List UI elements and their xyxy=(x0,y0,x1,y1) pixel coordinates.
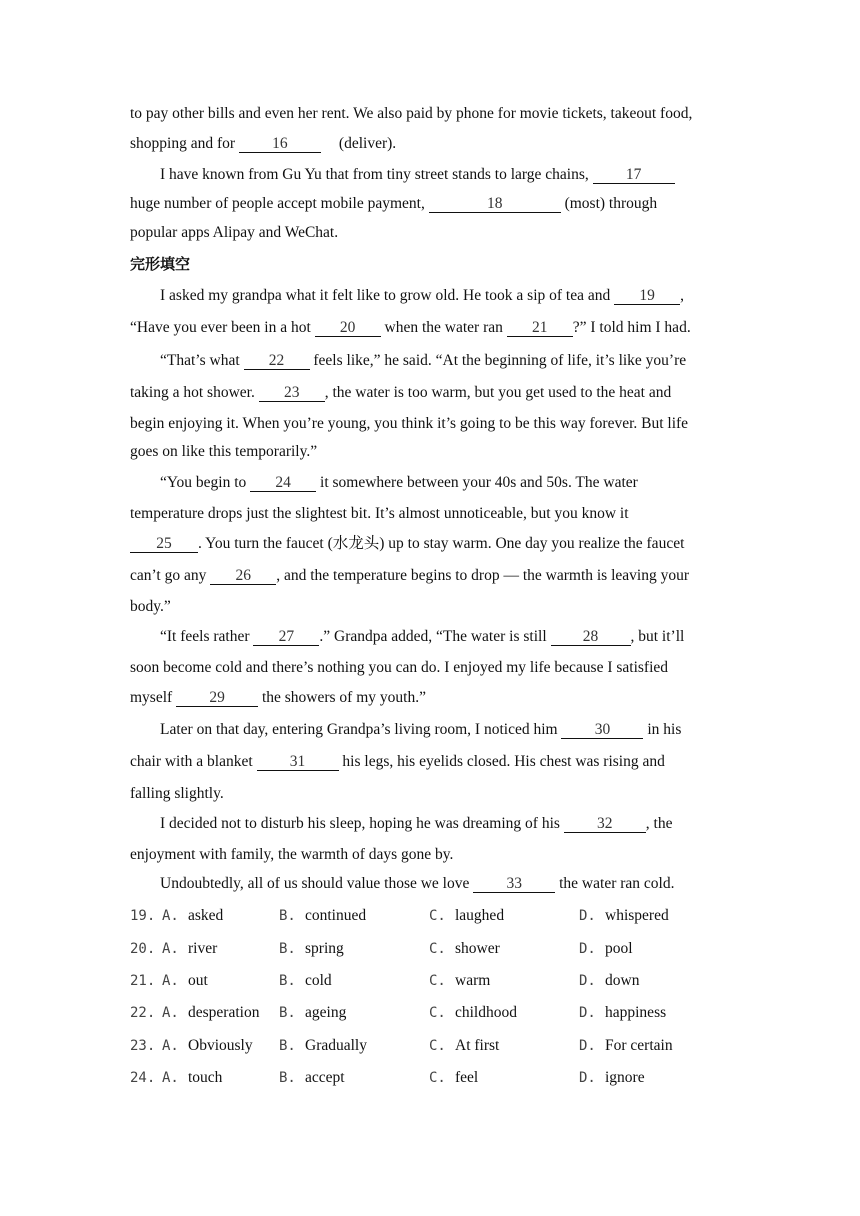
question-number: 22. xyxy=(130,1005,156,1021)
question-number: 23. xyxy=(130,1038,156,1054)
option-d[interactable]: pool xyxy=(605,940,633,957)
text-line xyxy=(130,504,629,524)
blank-17[interactable]: 17 xyxy=(593,166,675,184)
option-letter-c: C. xyxy=(429,941,446,957)
text: , xyxy=(680,287,684,304)
text: enjoyment with family, the warmth of days gone by. xyxy=(130,846,454,863)
option-c[interactable]: feel xyxy=(455,1069,479,1086)
text: . You turn the faucet (水龙头) up to stay warm. One day you realize the faucet xyxy=(198,535,685,552)
text-line xyxy=(130,566,689,586)
option-letter-a: A. xyxy=(162,1038,179,1054)
option-letter-c: C. xyxy=(429,1070,446,1086)
text: “You begin to xyxy=(160,474,251,491)
option-d[interactable]: whispered xyxy=(605,907,669,924)
text-line xyxy=(130,223,338,243)
option-c[interactable]: laughed xyxy=(455,907,505,924)
text-line xyxy=(130,383,671,403)
option-a[interactable]: touch xyxy=(188,1069,223,1086)
option-letter-b: B. xyxy=(279,1070,296,1086)
text-line xyxy=(130,658,668,678)
question-row xyxy=(130,971,730,991)
text-line xyxy=(130,845,453,865)
question-row xyxy=(130,1068,730,1088)
text: (most) through xyxy=(560,195,658,212)
option-letter-b: B. xyxy=(279,1038,296,1054)
text: Later on that day, entering Grandpa’s living room, I noticed him xyxy=(160,721,562,738)
text: Undoubtedly, all of us should value those we love xyxy=(160,875,474,892)
text-line xyxy=(130,134,396,154)
blank-32[interactable]: 32 xyxy=(564,815,646,833)
blank-29[interactable]: 29 xyxy=(176,689,258,707)
text: in his xyxy=(643,721,682,738)
option-letter-b: B. xyxy=(279,973,296,989)
option-a[interactable]: river xyxy=(188,940,218,957)
option-letter-d: D. xyxy=(579,941,596,957)
blank-28[interactable]: 28 xyxy=(551,628,631,646)
blank-33[interactable]: 33 xyxy=(473,875,555,893)
option-letter-a: A. xyxy=(162,908,179,924)
text-line xyxy=(130,688,426,708)
text: popular apps Alipay and WeChat. xyxy=(130,224,339,241)
question-number: 21. xyxy=(130,973,156,989)
text: his legs, his eyelids closed. His chest was rising and xyxy=(338,753,665,770)
text: can’t go any xyxy=(130,567,211,584)
question-number: 19. xyxy=(130,908,156,924)
option-letter-d: D. xyxy=(579,908,596,924)
text-line xyxy=(160,627,684,647)
text: , the xyxy=(645,815,673,832)
text: I asked my grandpa what it felt like to grow old. He took a sip of tea and xyxy=(160,287,615,304)
question-row xyxy=(130,1003,730,1023)
text: the showers of my youth.” xyxy=(258,689,426,706)
text-line xyxy=(160,351,686,371)
text-line xyxy=(130,318,691,338)
option-letter-d: D. xyxy=(579,1038,596,1054)
option-letter-c: C. xyxy=(429,908,446,924)
text: , but it’ll xyxy=(630,628,685,645)
blank-26[interactable]: 26 xyxy=(210,567,276,585)
option-b[interactable]: accept xyxy=(305,1069,345,1086)
text-line xyxy=(130,414,688,434)
text-line xyxy=(160,165,675,185)
option-d[interactable]: down xyxy=(605,972,640,989)
text: the water ran cold. xyxy=(555,875,675,892)
blank-23[interactable]: 23 xyxy=(259,384,325,402)
text: “It feels rather xyxy=(160,628,254,645)
text: feels like,” he said. “At the beginning of life, it’s like you’re xyxy=(309,352,687,369)
option-c[interactable]: childhood xyxy=(455,1004,517,1021)
option-a[interactable]: Obviously xyxy=(188,1037,253,1054)
text-line xyxy=(160,874,674,894)
text-line xyxy=(130,442,317,462)
blank-22[interactable]: 22 xyxy=(244,352,310,370)
option-letter-b: B. xyxy=(279,1005,296,1021)
question-row xyxy=(130,1036,730,1056)
blank-24[interactable]: 24 xyxy=(250,474,316,492)
text-line xyxy=(130,597,171,617)
blank-25[interactable]: 25 xyxy=(130,535,198,553)
text: begin enjoying it. When you’re young, you think it’s going to be this way forever. But life xyxy=(130,415,689,432)
option-a[interactable]: out xyxy=(188,972,208,989)
question-row xyxy=(130,906,730,926)
option-d[interactable]: happiness xyxy=(605,1004,667,1021)
option-letter-a: A. xyxy=(162,1070,179,1086)
option-d[interactable]: ignore xyxy=(605,1069,645,1086)
text: , and the temperature begins to drop — the warmth is leaving your xyxy=(276,567,689,584)
section-title: 完形填空 xyxy=(130,255,191,273)
question-number: 24. xyxy=(130,1070,156,1086)
text: chair with a blanket xyxy=(130,753,257,770)
text-line xyxy=(130,104,692,124)
text: shopping and for xyxy=(130,135,239,152)
option-c[interactable]: warm xyxy=(455,972,491,989)
blank-30[interactable]: 30 xyxy=(561,721,643,739)
text: temperature drops just the slightest bit. It’s almost unnoticeable, but you know it xyxy=(130,505,629,522)
text-line xyxy=(160,814,672,834)
text-line xyxy=(130,752,665,772)
blank-27[interactable]: 27 xyxy=(253,628,319,646)
option-letter-b: B. xyxy=(279,908,296,924)
option-letter-a: A. xyxy=(162,973,179,989)
text-line xyxy=(160,720,681,740)
blank-16[interactable]: 16 xyxy=(239,135,321,153)
text: when the water ran xyxy=(380,319,507,336)
option-a[interactable]: asked xyxy=(188,907,224,924)
option-b[interactable]: Gradually xyxy=(305,1037,367,1054)
text: huge number of people accept mobile payment, xyxy=(130,195,429,212)
option-letter-a: A. xyxy=(162,1005,179,1021)
blank-20[interactable]: 20 xyxy=(315,319,381,337)
blank-18[interactable]: 18 xyxy=(429,195,561,213)
option-b[interactable]: continued xyxy=(305,907,367,924)
text: it somewhere between your 40s and 50s. The water xyxy=(316,474,638,491)
option-a[interactable]: desperation xyxy=(188,1004,260,1021)
option-b[interactable]: cold xyxy=(305,972,332,989)
option-b[interactable]: spring xyxy=(305,940,344,957)
option-c[interactable]: At first xyxy=(455,1037,500,1054)
blank-31[interactable]: 31 xyxy=(257,753,339,771)
option-letter-c: C. xyxy=(429,1005,446,1021)
text: ?” I told him I had. xyxy=(572,319,691,336)
option-c[interactable]: shower xyxy=(455,940,500,957)
text: soon become cold and there’s nothing you can do. I enjoyed my life because I satisfied xyxy=(130,659,669,676)
blank-19[interactable]: 19 xyxy=(614,287,680,305)
text: .” Grandpa added, “The water is still xyxy=(319,628,551,645)
text: goes on like this temporarily.” xyxy=(130,443,318,460)
text: (deliver). xyxy=(338,135,397,152)
option-d[interactable]: For certain xyxy=(605,1037,673,1054)
text: I decided not to disturb his sleep, hoping he was dreaming of his xyxy=(160,815,564,832)
option-b[interactable]: ageing xyxy=(305,1004,347,1021)
text-line xyxy=(160,473,638,493)
question-row xyxy=(130,939,730,959)
text: myself xyxy=(130,689,177,706)
text: “Have you ever been in a hot xyxy=(130,319,315,336)
option-letter-a: A. xyxy=(162,941,179,957)
question-number: 20. xyxy=(130,941,156,957)
option-letter-d: D. xyxy=(579,973,596,989)
text: falling slightly. xyxy=(130,785,224,802)
text: taking a hot shower. xyxy=(130,384,259,401)
blank-21[interactable]: 21 xyxy=(507,319,573,337)
option-letter-d: D. xyxy=(579,1005,596,1021)
text: I have known from Gu Yu that from tiny street stands to large chains, xyxy=(160,166,593,183)
text-line xyxy=(130,194,657,214)
text: “That’s what xyxy=(160,352,244,369)
text: body.” xyxy=(130,598,171,615)
text: to pay other bills and even her rent. We also paid by phone for movie tickets, takeout food, xyxy=(130,105,693,122)
option-letter-b: B. xyxy=(279,941,296,957)
option-letter-d: D. xyxy=(579,1070,596,1086)
text-line xyxy=(160,286,684,306)
text: , the water is too warm, but you get used to the heat and xyxy=(324,384,672,401)
option-letter-c: C. xyxy=(429,973,446,989)
option-letter-c: C. xyxy=(429,1038,446,1054)
text-line xyxy=(130,784,224,804)
text-line xyxy=(130,534,684,554)
